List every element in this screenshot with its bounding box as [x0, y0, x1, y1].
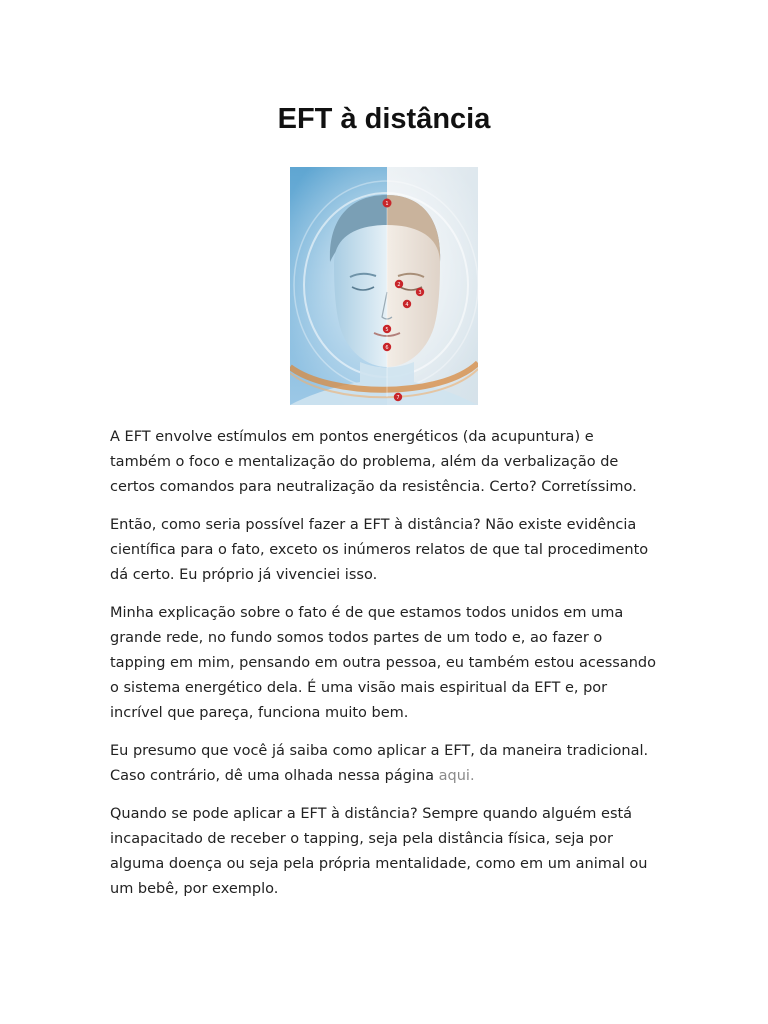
acupoint-6 [383, 343, 391, 351]
here-link[interactable]: aqui. [438, 768, 475, 784]
acupoint-2 [395, 280, 403, 288]
paragraph-4 [110, 739, 658, 789]
acupoint-3 [416, 288, 424, 296]
svg-text:3: 3 [418, 290, 422, 296]
face-acupuncture-points-image [290, 167, 478, 405]
svg-text:6: 6 [385, 345, 389, 351]
paragraph-5: Quando se pode aplicar a EFT à distância? Sempre quando alguém está incapacitado de receber o tapping, seja pela distância física, seja por alguma doença ou seja pela própria mentalidade, como em um animal ou um bebê, por exemplo. [110, 806, 648, 897]
paragraph-4-text: Eu presumo que você já saiba como aplicar a EFT, da maneira tradicional. Caso contrário, dê uma olhada nessa página [110, 743, 649, 784]
paragraph-2: Então, como seria possível fazer a EFT à distância? Não existe evidência científica para o fato, exceto os inúmeros relatos de que tal procedimento dá certo. Eu próprio já vivenciei isso. [110, 517, 649, 583]
paragraph-1: A EFT envolve estímulos em pontos energéticos (da acupuntura) e também o foco e mentalização do problema, além da verbalização de certos comandos para neutralização da resistência. Certo? Corretíssimo. [110, 429, 637, 495]
svg-text:1: 1 [385, 201, 389, 207]
svg-text:7: 7 [396, 395, 400, 401]
page-title: EFT à distância [277, 103, 491, 135]
svg-text:4: 4 [405, 302, 409, 308]
svg-text:5: 5 [385, 327, 389, 333]
article-body [110, 425, 658, 915]
acupoint-5 [383, 325, 391, 333]
svg-text:2: 2 [397, 282, 401, 288]
face-image [290, 167, 478, 405]
acupoint-7 [394, 393, 402, 401]
acupoint-4 [403, 300, 411, 308]
acupoint-1 [383, 199, 392, 208]
paragraph-3: Minha explicação sobre o fato é de que estamos todos unidos em uma grande rede, no fundo somos todos partes de um todo e, ao fazer o tapping em mim, pensando em outra pessoa, eu também estou acessando o sistema energético dela. É uma visão mais espiritual da EFT e, por incrível que pareça, funciona muito bem. [110, 605, 657, 721]
